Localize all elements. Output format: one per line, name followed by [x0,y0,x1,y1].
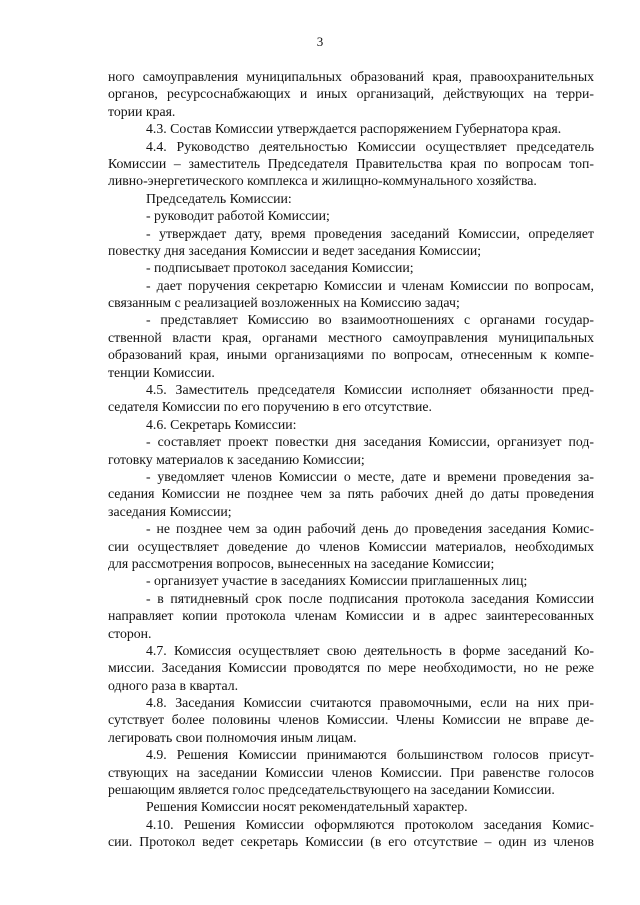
text-line: готовку материалов к заседанию Комиссии; [108,451,365,467]
text-line: сии осуществляет доведение до членов Комиссии материалов, необходимых [108,538,594,554]
text-line: 4.6. Секретарь Комиссии: [146,416,297,432]
text-line: - дает поручения секретарю Комиссии и членам Комиссии по вопросам, [146,277,594,293]
text-line: - представляет Комиссию во взаимоотношениях с органами государ- [146,312,594,328]
text-line: сторон. [108,625,152,641]
text-line: - не позднее чем за один рабочий день до проведения заседания Комис- [146,521,594,537]
text-line: легировать свои полномочия иным лицам. [108,729,357,745]
text-line: связанным с реализацией возложенных на Комиссию задач; [108,295,460,311]
text-line: ствующих на заседании Комиссии членов Комиссии. При равенстве голосов [108,764,594,780]
text-line: ливно-энергетического комплекса и жилищно-коммунального хозяйства. [108,173,537,189]
text-line: ственной власти края, органами местного самоуправления муниципальных [108,329,594,345]
text-line: - составляет проект повестки дня заседания Комиссии, организует под- [146,434,594,450]
text-line: - организует участие в заседаниях Комиссии приглашенных лиц; [146,573,528,589]
text-line: миссии. Заседания Комиссии проводятся по мере необходимости, но не реже [108,660,594,676]
text-line: - руководит работой Комиссии; [146,208,330,224]
text-line: 4.4. Руководство деятельностью Комиссии осуществляет председатель [146,138,594,154]
document-body [108,68,594,851]
text-line: - уведомляет членов Комиссии о месте, дате и времени проведения за- [146,468,594,484]
text-line: Решения Комиссии носят рекомендательный характер. [146,799,468,815]
text-line: седания Комиссии не позднее чем за пять рабочих дней до даты проведения [108,486,594,502]
text-line: - в пятидневный срок после подписания протокола заседания Комиссии [146,590,594,606]
text-line: сутствует более половины членов Комиссии. Члены Комиссии не вправе де- [108,712,594,728]
text-line: - подписывает протокол заседания Комиссии; [146,260,414,276]
text-line: 4.10. Решения Комиссии оформляются протоколом заседания Комис- [146,816,594,832]
text-line: направляет копии протокола членам Комиссии и в адрес заинтересованных [108,608,594,624]
text-line: сии. Протокол ведет секретарь Комиссии (в его отсутствие – один из членов [108,834,594,850]
text-line: для рассмотрения вопросов, вынесенных на заседание Комиссии; [108,555,495,571]
text-line: образований края, иными организациями по вопросам, отнесенным к компе- [108,347,594,363]
text-line: повестку дня заседания Комиссии и ведет заседания Комиссии; [108,242,482,258]
text-line: 4.7. Комиссия осуществляет свою деятельность в форме заседаний Ко- [146,642,594,658]
text-line: тории края. [108,103,176,119]
text-line: 4.9. Решения Комиссии принимаются большинством голосов присут- [146,747,594,763]
text-line: решающим является голос председательствующего на заседании Комиссии. [108,782,555,798]
page-number: 3 [316,34,324,49]
text-line: органов, ресурсоснабжающих и иных организаций, действующих на терри- [108,86,594,102]
text-line: седателя Комиссии по его поручению в его отсутствие. [108,399,432,415]
text-line: одного раза в квартал. [108,677,239,693]
text-line: тенции Комиссии. [108,364,215,380]
text-line: Председатель Комиссии: [146,190,292,206]
text-line: заседания Комиссии; [108,503,232,519]
text-line: - утверждает дату, время проведения заседаний Комиссии, определяет [146,225,594,241]
text-line: ного самоуправления муниципальных образований края, правоохранительных [108,69,594,84]
text-line: 4.8. Заседания Комиссии считаются правомочными, если на них при- [146,695,594,711]
text-line: 4.3. Состав Комиссии утверждается распоряжением Губернатора края. [146,121,562,137]
text-line: Комиссии – заместитель Председателя Правительства края по вопросам топ- [108,155,594,171]
text-line: 4.5. Заместитель председателя Комиссии исполняет обязанности пред- [146,382,594,398]
